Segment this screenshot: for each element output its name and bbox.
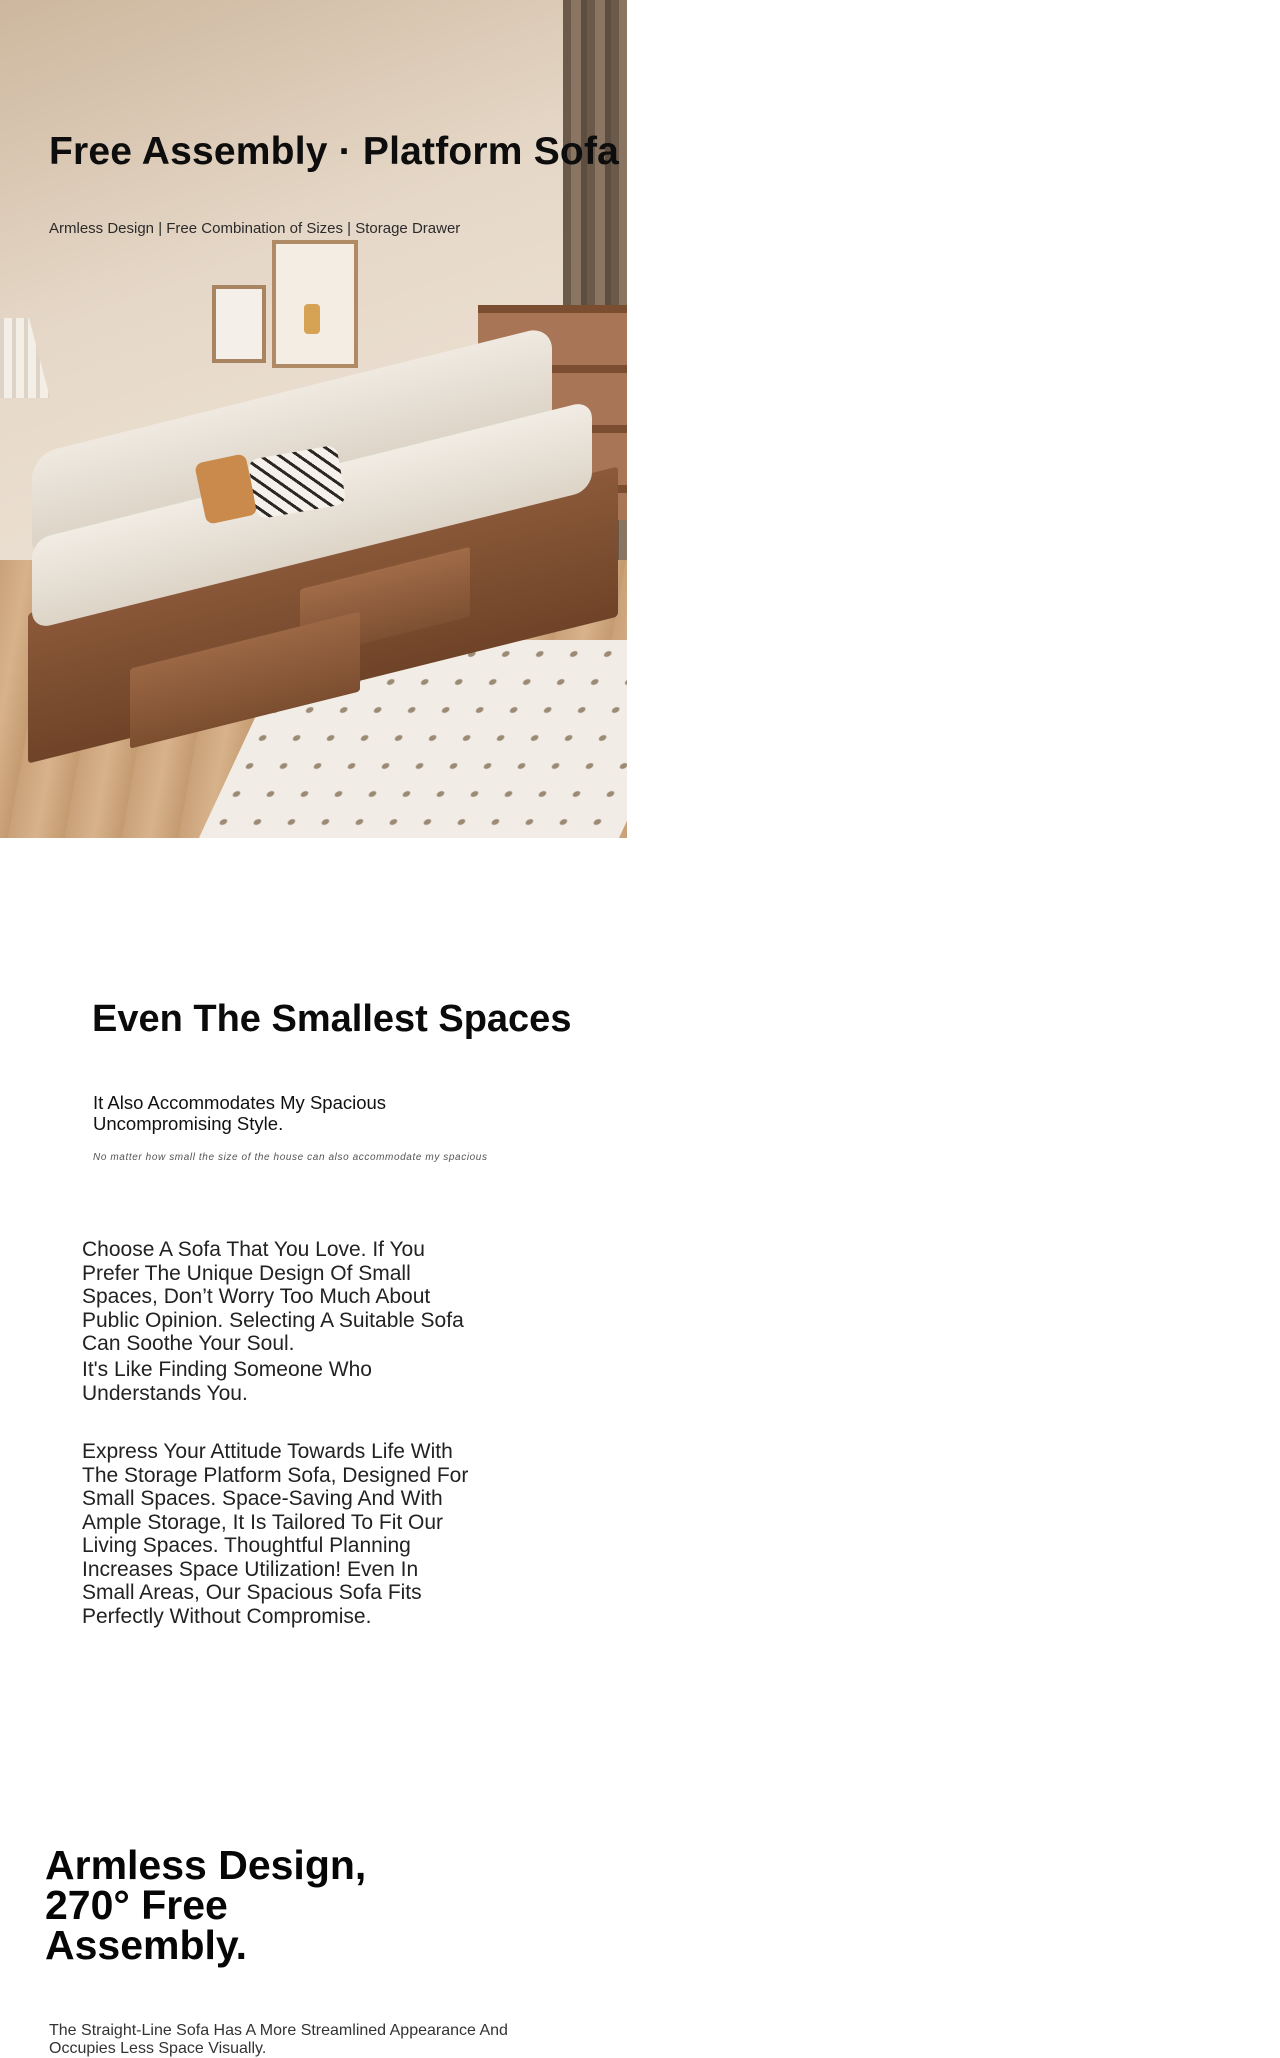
story-paragraph-3: Express Your Attitude Towards Life With The Storage Platform Sofa, Designed For Small Spaces. Space-Saving And With Ample Storage, It Is Tailored To Fit Our Living Spaces. Thoughtful Planning Increases Space Utilization! Even In Small Areas, Our Spacious Sofa Fits Perfectly Without Compromise. (82, 1440, 469, 1628)
spaces-title: Even The Smallest Spaces (92, 998, 572, 1040)
hero-subtitle: Armless Design | Free Combination of Sizes | Storage Drawer (49, 220, 461, 237)
wall-art-small (212, 285, 266, 363)
wall-art-large (272, 240, 358, 368)
hero-banner (0, 0, 627, 838)
armless-title: Armless Design, 270° Free Assembly. (45, 1842, 367, 1968)
armless-line-1: The Straight-Line Sofa Has A More Streamlined Appearance And Occupies Less Space Visually. (49, 2022, 508, 2057)
spaces-subtitle: It Also Accommodates My Spacious Uncompromising Style. (93, 1092, 387, 1134)
story-paragraph-2: It's Like Finding Someone Who Understands You. (82, 1358, 372, 1405)
story-paragraph-1: Choose A Sofa That You Love. If You Prefer The Unique Design Of Small Spaces, Don’t Worry Too Much About Public Opinion. Selecting A Suitable Sofa Can Soothe Your Soul. (82, 1238, 464, 1355)
spaces-small-note: No matter how small the size of the house can also accommodate my spacious (93, 1152, 488, 1163)
hero-title: Free Assembly · Platform Sofa (49, 130, 620, 173)
